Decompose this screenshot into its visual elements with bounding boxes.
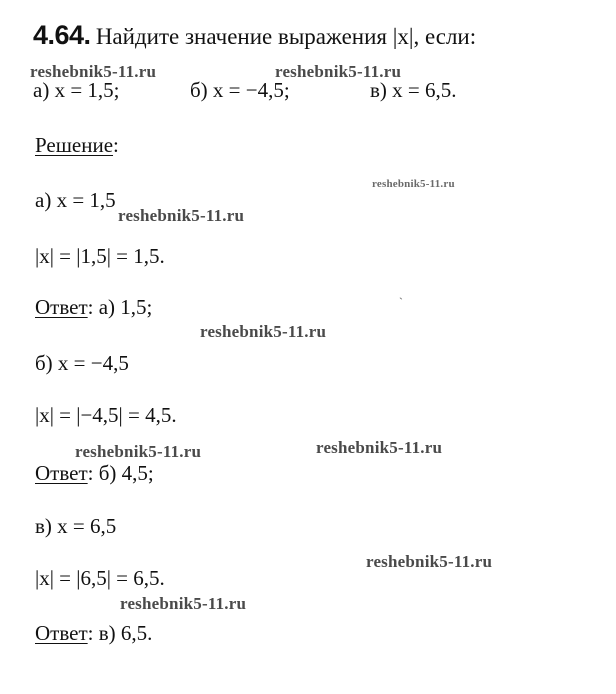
watermark: reshebnik5-11.ru [75,442,202,461]
case-a: а) x = 1,5; [33,78,120,102]
scan-mark: ˋ [399,295,403,309]
watermark: reshebnik5-11.ru [372,178,455,190]
part-b-calc: |x| = |−4,5| = 4,5. [35,403,177,427]
part-a-calc: |x| = |1,5| = 1,5. [35,244,165,268]
part-c-given: в) x = 6,5 [35,514,117,538]
problem-number: 4.64. [33,20,91,50]
problem-statement: Найдите значение выражения |x|, если: [95,24,477,49]
solution-heading-colon: : [113,133,119,157]
watermark: reshebnik5-11.ru [275,62,402,81]
solution-heading [35,135,119,156]
problem-header [33,22,476,49]
part-b-given: б) x = −4,5 [35,351,129,375]
watermark: reshebnik5-11.ru [118,206,245,225]
answer-label: Ответ [35,295,88,319]
answer-label: Ответ [35,621,88,645]
answer-label: Ответ [35,461,88,485]
watermark: reshebnik5-11.ru [366,552,493,571]
watermark: reshebnik5-11.ru [316,438,443,457]
part-c-calc: |x| = |6,5| = 6,5. [35,566,165,590]
part-a-given: а) x = 1,5 [35,188,116,212]
watermark: reshebnik5-11.ru [120,594,247,613]
part-b-answer-value: : б) 4,5; [87,461,154,485]
case-c: в) x = 6,5. [370,78,457,102]
solution-heading-text: Решение [35,133,114,157]
case-b: б) x = −4,5; [190,78,290,102]
part-b-answer [35,463,154,484]
part-c-answer [35,623,152,644]
part-a-answer [35,297,152,318]
part-a-answer-value: : а) 1,5; [87,295,153,319]
watermark: reshebnik5-11.ru [200,322,327,341]
watermark: reshebnik5-11.ru [30,62,157,81]
part-c-answer-value: : в) 6,5. [87,621,153,645]
